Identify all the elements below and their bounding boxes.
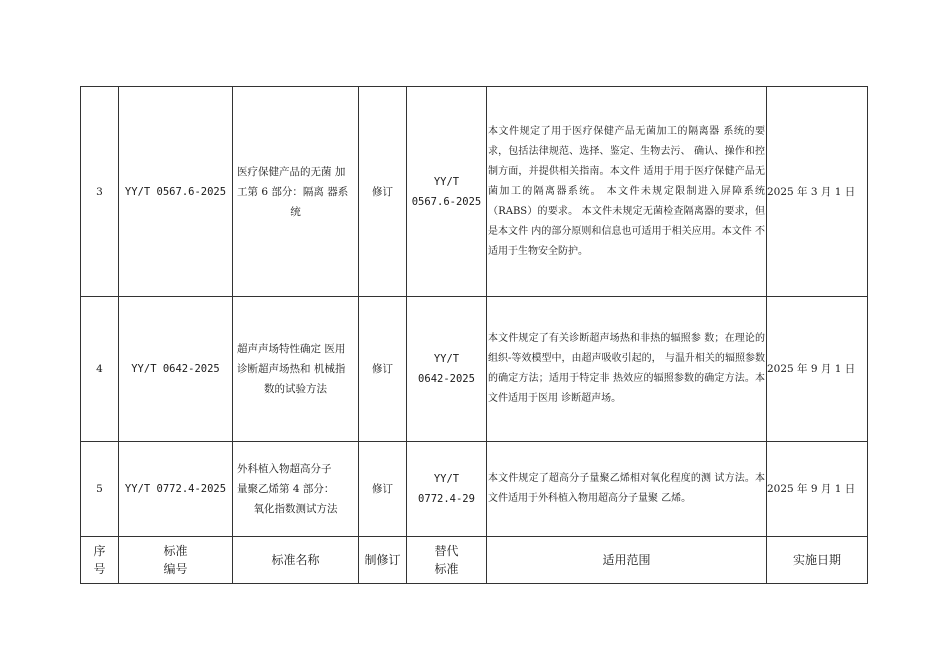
table-row (81, 297, 868, 442)
name-line: 统 (290, 205, 301, 218)
name-line: 数的试验方法 (264, 383, 327, 395)
header-name: 标准名称 (233, 537, 359, 584)
replaced-standard (407, 442, 487, 537)
standard-code: YY/T 0772.4-2025 (119, 442, 233, 537)
scope-text: 本文件规定了超高分子量聚乙烯相对氧化程度的测 试方法。本文件适用于外科植入物用超高分子量聚 乙烯。 (487, 442, 767, 537)
standard-code: YY/T 0642-2025 (119, 297, 233, 442)
standards-table (80, 86, 868, 584)
header-line: 序 (93, 544, 106, 558)
replaced-line: YY/T (433, 353, 460, 365)
replaced-line: YY/T (433, 175, 460, 188)
header-line: 号 (93, 562, 106, 576)
header-line: 编号 (163, 562, 188, 576)
header-line: 标准 (163, 544, 188, 558)
replaced-line: 0642-2025 (418, 373, 475, 385)
name-line: 量聚乙烯第 4 部分： (237, 483, 335, 495)
name-line: 超声声场特性确定 医用 (237, 343, 346, 355)
replaced-line: 0567.6-2025 (411, 195, 482, 208)
header-line: 标准 (434, 562, 459, 576)
standard-code: YY/T 0567.6-2025 (119, 87, 233, 297)
row-index: 5 (81, 442, 119, 537)
table-row (81, 442, 868, 537)
scope-text: 本文件规定了有关诊断超声场热和非热的辐照参 数；在理论的组织-等效模型中，由超声吸收引起的， 与温升相关的辐照参数的确定方法；适用于特定非 热效应的辐照参数的确定方法。本文件适用于医用 诊断超声场。 (487, 297, 767, 442)
effective-date: 2025 年 9 月 1 日 (767, 442, 868, 537)
standard-name (233, 297, 359, 442)
modification-type: 修订 (359, 87, 407, 297)
standard-name (233, 87, 359, 297)
replaced-standard (407, 87, 487, 297)
header-code (119, 537, 233, 584)
header-scope: 适用范围 (487, 537, 767, 584)
standard-name (233, 442, 359, 537)
modification-type: 修订 (359, 297, 407, 442)
header-line: 替代 (434, 544, 459, 558)
effective-date: 2025 年 9 月 1 日 (767, 297, 868, 442)
name-line: 氧化指数测试方法 (253, 503, 338, 515)
row-index: 4 (81, 297, 119, 442)
header-replaced (407, 537, 487, 584)
replaced-line: 0772.4-29 (418, 493, 475, 505)
name-line: 工第 6 部分：隔离 器系 (237, 185, 349, 198)
scope-text: 本文件规定了用于医疗保健产品无菌加工的隔离器 系统的要求，包括法律规范、选择、鉴定、生物去污、 确认、操作和控制方面，并提供相关指南。本文件 适用于用于医疗保健产品无菌加工的隔离器系统。 本文件未规定限制进入屏障系统（RABS）的要求。 本文件未规定无菌检查隔离器的要求，但是本文件 内的部分原则和信息也可适用于相关应用。本文件 不适用于生物安全防护。 (487, 87, 767, 297)
name-line: 外科植入物超高分子 (237, 463, 332, 475)
header-index (81, 537, 119, 584)
name-line: 医疗保健产品的无菌 加 (237, 165, 346, 178)
header-date: 实施日期 (767, 537, 868, 584)
replaced-line: YY/T (433, 473, 460, 485)
effective-date: 2025 年 3 月 1 日 (767, 87, 868, 297)
name-line: 诊断超声场热和 机械指 (237, 363, 346, 375)
table-row (81, 87, 868, 297)
replaced-standard (407, 297, 487, 442)
header-modification: 制修订 (359, 537, 407, 584)
modification-type: 修订 (359, 442, 407, 537)
table-header-row (81, 537, 868, 584)
row-index: 3 (81, 87, 119, 297)
